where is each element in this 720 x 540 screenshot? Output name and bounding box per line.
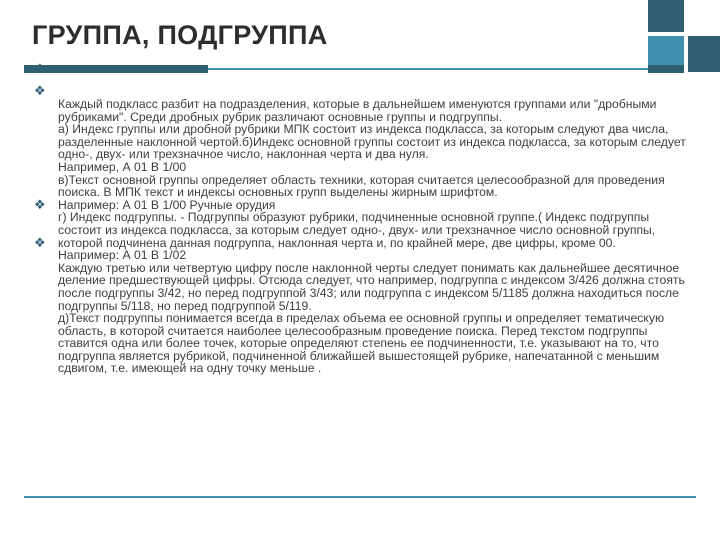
decor-square-right [688,36,720,72]
title-underline-line [208,68,648,70]
footer-line [24,496,696,498]
decor-square-top [648,0,684,32]
slide-title: ГРУППА, ПОДГРУППА [32,20,328,50]
title-underline-bar-right [648,65,684,73]
paragraph-groups-intro: Каждый подкласс разбит на подразделения, которые в дальнейшем именуются группами или "дробными рубриками". Среди дробных рубрик различают основные группы и подгруппы. а) Индекс группы или дробной рубрики МПК состоит из индекса подкласса, за которым следуют два числа, разделенные наклонной чертой.б)Индекс основной группы состоит из индекса подкласса, за которым следует одно-, двух- или трехзначное число, наклонная черта и два нуля. Например, А 01 В 1/00 [58,97,686,174]
paragraph-subgroup-index: г) Индекс подгруппы. - Подгруппы образуют рубрики, подчиненные основной группе.( Индекс подгруппы состоит из индекса подкласса, за которым следует одно-, двух- или трехзначное число основной группы, которой подчинена данная подгруппа, наклонная черта и, по крайней мере, две цифры, кроме 00. Например: А 01 В 1/02 Каждую третью или четвертую цифру после наклонной черты следует понимать как дальнейшее десятичное деление предшествующей цифры. Отсюда следует, что например, подгруппа с индексом 3/426 должна стоять после подгруппы 3/42, но перед подгруппой 3/43; или подгруппа с индексом 5/1185 должна находиться после подгруппы 5/118, но перед подгруппой 5/119. д)Текст подгруппы понимается всегда в пределах объема ее основной группы и определяет тематическую область, в которой считается наиболее целесообразным проведение поиска. Перед текстом подгруппы ставится одна или более точек, которые определяют степень ее подчиненности, т.е. указывают на то, что подгруппа является рубрикой, подчиненной ближайшей вышестоящей рубрике, напечатанной с меньшим сдвигом, т.е. имеющей на одну точку меньше . [58,210,685,376]
slide-body [58,98,688,375]
bullet-icon: ❖ [34,197,46,212]
paragraph-main-group-text: в)Текст основной группы определяет область техники, которая считается целесообразной для проведения поиска. В МПК текст и индексы основных групп выделены жирным шрифтом. Например: А 01 В 1/00 Ручные орудия [58,172,665,212]
bullet-icon: ❖ [34,61,46,76]
title-underline-bar [24,65,208,73]
bullet-icon: ❖ [34,83,46,98]
bullet-icon: ❖ [34,235,46,250]
